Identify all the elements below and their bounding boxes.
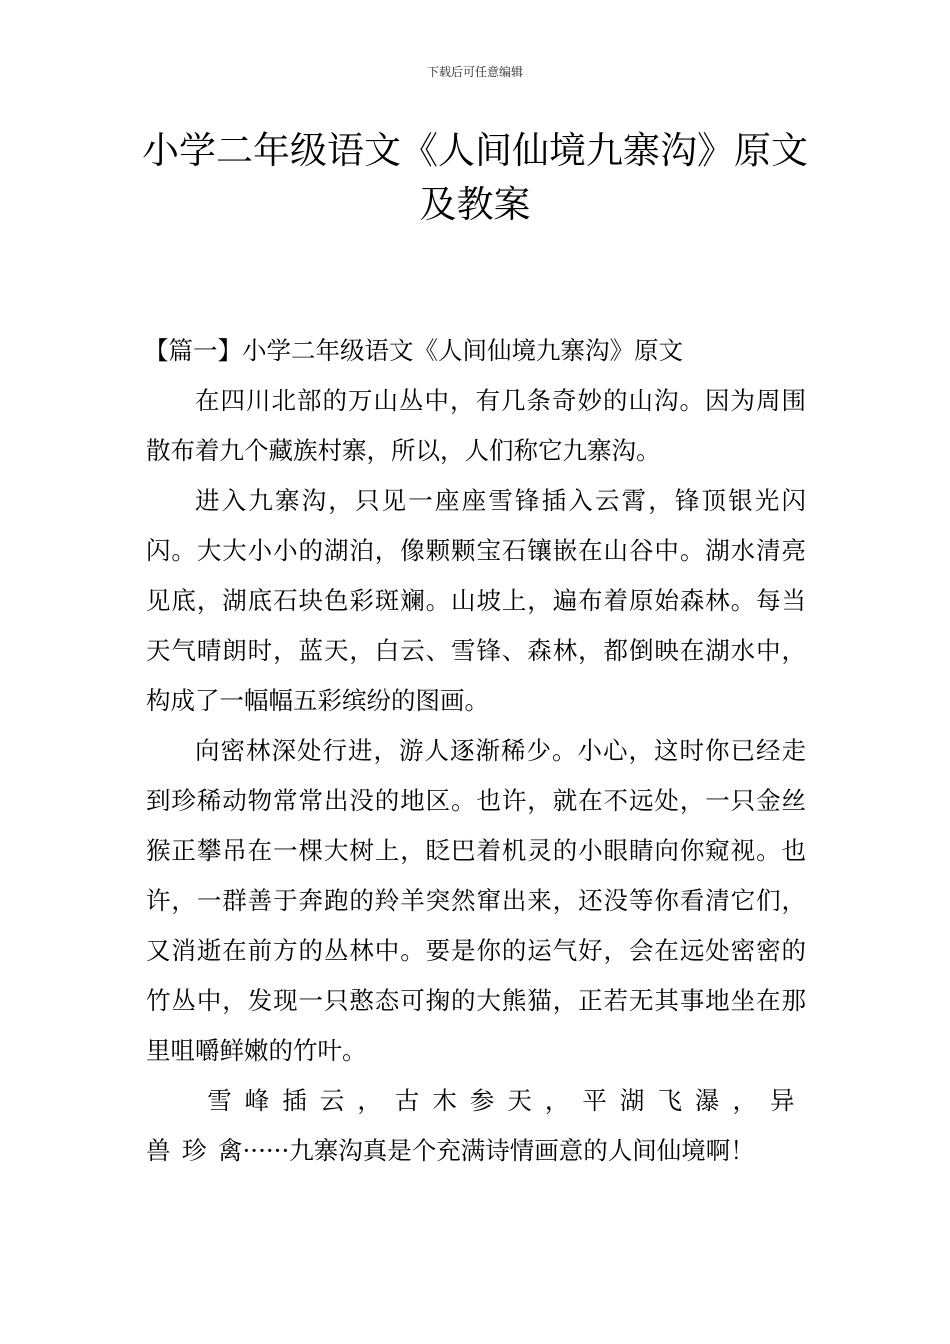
- header-note: 下载后可任意编辑: [426, 65, 523, 79]
- document-body: [146, 326, 806, 1176]
- closing-line-2: 禽······九寨沟真是个充满诗情画意的人间仙境啊！: [218, 1136, 755, 1165]
- document-title: 小学二年级语文《人间仙境九寨沟》原文及教案: [142, 129, 808, 226]
- closing-paragraph: [146, 1076, 806, 1176]
- paragraph-1: 在四川北部的万山丛中，有几条奇妙的山沟。因为周围散布着九个藏族村寨，所以，人们称它九寨沟。: [146, 386, 806, 465]
- paragraph-2: 进入九寨沟，只见一座座雪锋插入云霄，锋顶银光闪闪。大大小小的湖泊，像颗颗宝石镶嵌在山谷中。湖水清亮见底，湖底石块色彩斑斓。山坡上，遍布着原始森林。每当天气晴朗时，蓝天，白云、雪锋、森林，都倒映在湖水中，构成了一幅幅五彩缤纷的图画。: [146, 486, 806, 715]
- paragraph-3: 向密林深处行进，游人逐渐稀少。小心，这时你已经走到珍稀动物常常出没的地区。也许，就在不远处，一只金丝猴正攀吊在一棵大树上，眨巴着机灵的小眼睛向你窥视。也许，一群善于奔跑的羚羊突然窜出来，还没等你看清它们，又消逝在前方的丛林中。要是你的运气好，会在远处密密的竹丛中，发现一只憨态可掬的大熊猫，正若无其事地坐在那里咀嚼鲜嫩的竹叶。: [146, 736, 806, 1065]
- section-heading: 【篇一】小学二年级语文《人间仙境九寨沟》原文: [144, 336, 683, 365]
- closing-line-1: 雪峰插云，古木参天，平湖飞瀑，异兽珍: [146, 1086, 806, 1165]
